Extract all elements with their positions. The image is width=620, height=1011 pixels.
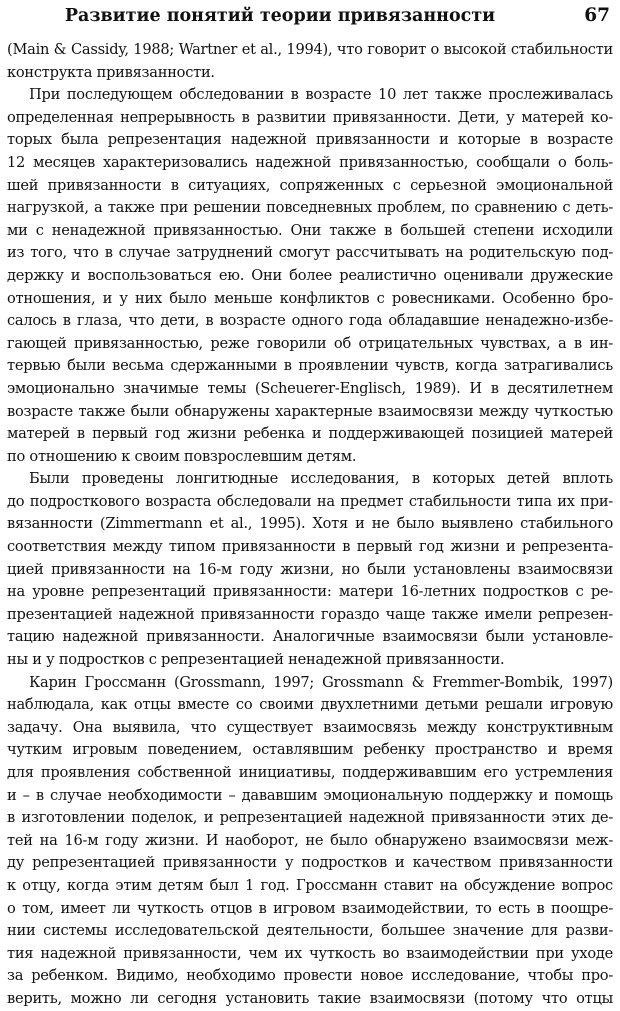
text-line: задачу. Она выявила, что существует взаимосвязь между конструктивным (7, 718, 613, 736)
text-line: нагрузкой, а также при решении повседневных проблем, по сравнению с деть- (7, 199, 613, 217)
text-line: ми с ненадежной привязанностью. Они также в большей степени исходили (7, 221, 613, 239)
text-line: соответствия между типом привязанности в первый год жизни и репрезента- (7, 538, 613, 556)
text-line: по отношению к своим повзрослевшим детям. (7, 447, 357, 465)
text-line: цией привязанности на 16-м году жизни, но были установлены взаимосвязи (7, 560, 613, 578)
text-line: до подросткового возраста обследовали на предмет стабильности типа их при- (7, 492, 613, 510)
text-line: тацию надежной привязанности. Аналогичные взаимосвязи были установле- (7, 628, 613, 646)
text-line: шей привязанности в ситуациях, сопряженных с серьезной эмоциональной (7, 176, 613, 194)
text-line: тервью были весьма сдержанными в проявлении чувств, когда затрагивались (7, 357, 613, 375)
text-line: возрасте также были обнаружены характерные взаимосвязи между чуткостью (7, 402, 613, 420)
text-line: торых была репрезентация надежной привязанности и которые в возрасте (7, 131, 613, 149)
text-line: Карин Гроссманн (Grossmann, 1997; Grossmann & Fremmer-Bombik, 1997) (29, 673, 613, 691)
text-line: в изготовлении поделок, и репрезентацией надежной привязанности этих де- (7, 809, 613, 827)
text-line: эмоционально значимые темы (Scheuerer-Englisch, 1989). И в десятилетнем (7, 379, 613, 397)
text-line: конструкта привязанности. (7, 63, 215, 81)
text-line: вязанности (Zimmermann et al., 1995). Хотя и не было выявлено стабильного (7, 515, 613, 533)
running-head (10, 2, 610, 32)
text-line: презентацией надежной привязанности гораздо чаще также имели репрезен- (7, 605, 613, 623)
text-line: отношения, и у них было меньше конфликтов с ровесниками. Особенно бро- (7, 289, 613, 307)
body-text (7, 39, 613, 1011)
text-line: чутким игровым поведением, оставлявшим ребенку пространство и время (7, 741, 613, 759)
page-number: 67 (584, 5, 610, 26)
text-line: салось в глаза, что дети, в возрасте одного года обладавшие ненадежно-избе- (7, 312, 613, 330)
text-line: ду репрезентацией привязанности у подростков и качеством привязанности (7, 854, 613, 872)
text-line: о том, имеет ли чуткость отцов в игровом взаимодействии, то есть в поощре- (7, 899, 613, 917)
text-line: (Main & Cassidy, 1988; Wartner et al., 1994), что говорит о высокой стабильности (7, 41, 613, 58)
text-line: тей на 16-м году жизни. И наоборот, не было обнаружено взаимосвязи меж- (7, 831, 613, 849)
text-line: матерей в первый год жизни ребенка и поддерживающей позицией матерей (7, 425, 613, 443)
text-line: за ребенком. Видимо, необходимо провести новое исследование, чтобы про- (7, 967, 613, 985)
text-line: держку и воспользоваться ею. Они более реалистично оценивали дружеские (7, 266, 613, 284)
text-line: верить, можно ли сегодня установить такие взаимосвязи (потому что отцы (7, 989, 613, 1007)
text-line: нии системы исследовательской деятельности, большее значение для разви- (7, 922, 613, 940)
text-line: из того, что в случае затруднений смогут рассчитывать на родительскую под- (7, 244, 613, 262)
text-line: 12 месяцев характеризовались надежной привязанностью, сообщали о боль- (7, 153, 613, 171)
text-line: для проявления собственной инициативы, поддерживавшим его устремления (7, 764, 613, 781)
text-line: определенная непрерывность в развитии привязанности. Дети, у матерей ко- (7, 108, 613, 126)
text-line: тия надежной привязанности, чем их чуткость во взаимодействии при уходе (7, 944, 613, 962)
text-line: ны и у подростков с репрезентацией ненадежной привязанности. (7, 651, 505, 669)
text-line: гающей привязанностью, реже говорили об отрицательных чувствах, а в ин- (7, 334, 613, 352)
text-line: наблюдала, как отцы вместе со своими двухлетними детьми решали игровую (7, 696, 613, 714)
text-line: Были проведены лонгитюдные исследования, в которых детей вплоть (29, 470, 613, 488)
text-line: к отцу, когда этим детям был 1 год. Гроссманн ставит на обсуждение вопрос (7, 876, 613, 894)
running-title: Развитие понятий теории привязанности (64, 6, 496, 26)
text-line: При последующем обследовании в возрасте 10 лет также прослеживалась (29, 86, 613, 104)
text-line: на уровне репрезентаций привязанности: матери 16-летних подростков с ре- (7, 583, 613, 601)
text-line: и – в случае необходимости – дававшим эмоциональную поддержку и помощь (7, 786, 613, 804)
